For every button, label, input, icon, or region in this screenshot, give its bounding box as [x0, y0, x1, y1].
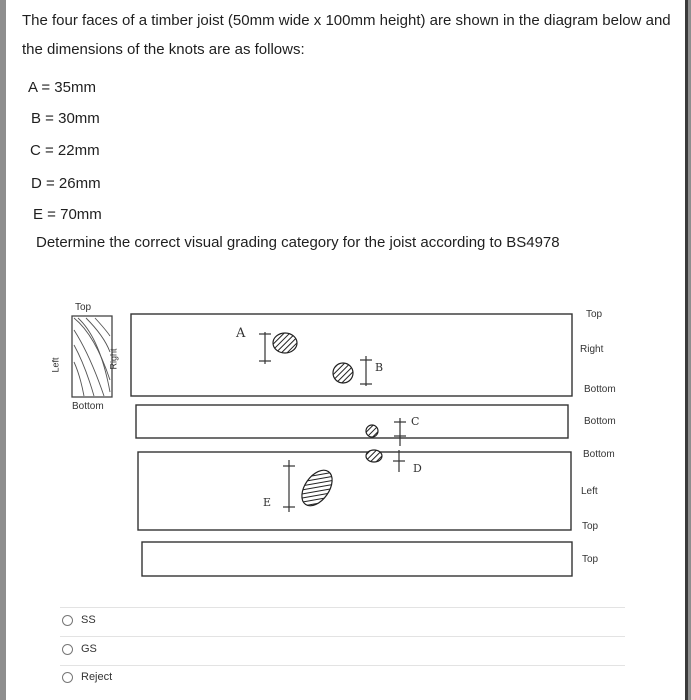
- knot-label-a: A: [236, 326, 246, 341]
- face-left: [138, 452, 571, 530]
- option-separator: [60, 636, 625, 637]
- question-text-line-1: The four faces of a timber joist (50mm wide x 100mm height) are shown in the diagram below and: [22, 12, 671, 29]
- section-label-top: Top: [75, 302, 92, 313]
- face-label-2: Right: [580, 344, 604, 355]
- option-separator: [60, 665, 625, 666]
- knot-d: [366, 450, 382, 462]
- option-separator: [60, 607, 625, 608]
- face-top: [142, 542, 572, 576]
- face-label-1: Top: [586, 309, 603, 320]
- option-gs[interactable]: [62, 643, 97, 655]
- cross-section: [72, 316, 112, 397]
- knot-d-dimension: D = 26mm: [31, 175, 101, 192]
- section-label-right: Right: [108, 348, 119, 370]
- face-label-7: Top: [582, 521, 599, 532]
- option-gs-label: GS: [81, 643, 97, 655]
- option-reject-label: Reject: [81, 671, 113, 683]
- question-text-line-2: the dimensions of the knots are as follows:: [22, 41, 305, 58]
- knot-label-c: C: [411, 415, 420, 428]
- instruction-text: Determine the correct visual grading category for the joist according to BS4978: [36, 234, 560, 251]
- knot-b-dimension: B = 30mm: [31, 110, 100, 127]
- section-label-bottom: Bottom: [72, 401, 104, 412]
- option-ss[interactable]: [62, 614, 96, 626]
- knot-c-dimension: C = 22mm: [30, 142, 100, 159]
- radio-ss[interactable]: [62, 615, 73, 626]
- face-label-3: Bottom: [584, 384, 616, 395]
- joist-faces: [131, 314, 572, 576]
- knot-markers: [259, 332, 406, 512]
- option-ss-label: SS: [81, 614, 96, 626]
- radio-gs[interactable]: [62, 644, 73, 655]
- face-label-4: Bottom: [584, 416, 616, 427]
- knot-c: [366, 425, 378, 437]
- face-right: [131, 314, 572, 396]
- section-label-left: Left: [50, 357, 61, 373]
- knot-a: [273, 333, 297, 353]
- knot-label-b: B: [375, 361, 384, 374]
- knot-label-d: D: [413, 462, 422, 475]
- knot-e-dimension: E = 70mm: [33, 206, 102, 223]
- face-label-8: Top: [582, 554, 599, 565]
- knot-a-dimension: A = 35mm: [28, 79, 96, 96]
- knot-e: [296, 465, 339, 512]
- face-label-6: Left: [581, 486, 598, 497]
- option-reject[interactable]: [62, 671, 112, 683]
- radio-reject[interactable]: [62, 672, 73, 683]
- knot-b: [333, 363, 353, 383]
- face-bottom: [136, 405, 568, 438]
- face-label-5: Bottom: [583, 449, 615, 460]
- knot-label-e: E: [263, 496, 272, 509]
